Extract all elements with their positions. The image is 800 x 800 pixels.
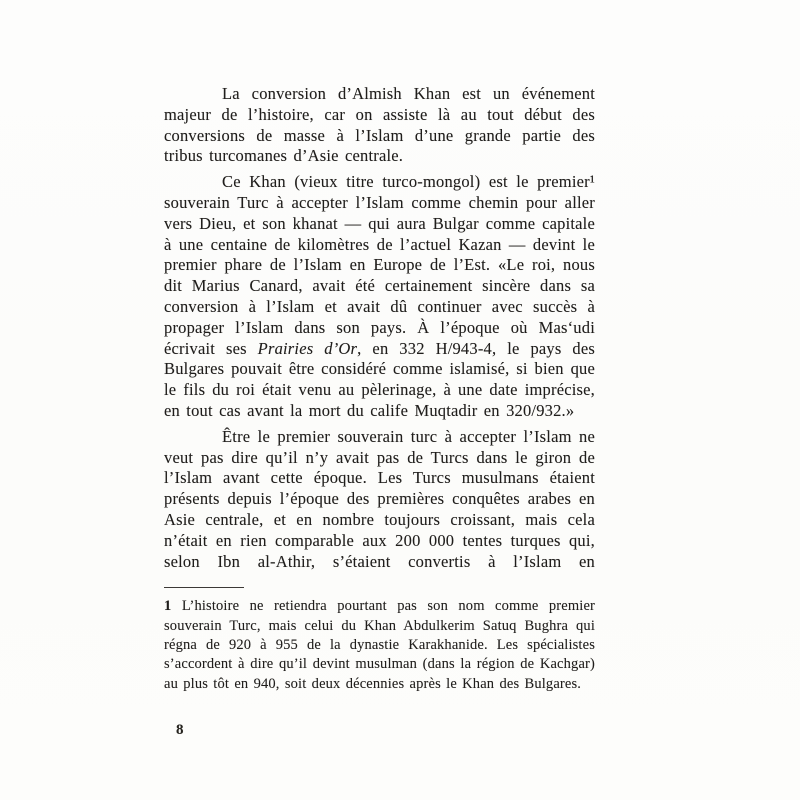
- footnote-separator-rule: [164, 587, 244, 588]
- page-body: [164, 84, 595, 694]
- paragraph-text: Être le premier souverain turc à accepter l’Islam ne veut pas dire qu’il n’y avait pas de Turcs dans le giron de l’Islam avant cette époque. Les Turcs musulmans étaient présents depuis l’époque des premières conquêtes arabes en Asie centrale, et en nombre toujours croissant, mais cela n’était en rien comparable aux 200 000 tentes turques qui, selon Ibn al-Athir, s’étaient convertis à l’Islam en: [164, 426, 595, 571]
- footnote-number: 1: [164, 598, 172, 615]
- paragraph-text: Ce Khan (vieux titre turco-mongol) est le premier¹ souverain Turc à accepter l’Islam comme chemin pour aller vers Dieu, et son khanat — qui aura Bulgar comme capitale à une centaine de kilomètres de l’actuel Kazan — devint le premier phare de l’Islam en Europe de l’Est. «Le roi, nous dit Marius Canard, avait été certainement sincère dans sa conversion à l’Islam et avait dû continuer avec succès à propager l’Islam dans son pays. À l’époque où Mas‘udi écrivait ses: [164, 172, 595, 358]
- footnote-body-text: L’histoire ne retiendra pourtant pas son nom comme premier souverain Turc, mais celui du Khan Abdulkerim Satuq Bughra qui régna de 920 à 955 de la dynastie Karakhanide. Les spécialistes s’accordent à dire qu’il devint musulman (dans la région de Kachgar) au plus tôt en 940, soit deux décennies après le Khan des Bulgares.: [164, 598, 596, 692]
- paragraph-conversion-almish: La conversion d’Almish Khan est un événement majeur de l’histoire, car on assiste là au tout début des conversions de masse à l’Islam d’une grande partie des tribus turcomanes d’Asie centrale.: [164, 84, 595, 166]
- page-number: 8: [176, 722, 184, 738]
- book-title-prairies-dor: Prairies d’Or: [257, 338, 358, 358]
- paragraph-ce-khan: [164, 172, 595, 422]
- footnote-section: [164, 587, 595, 693]
- paragraph-text: , en 332 H/943-4, le pays des Bulgares pouvait être considéré comme islamisé, si bien que le fils du roi était venu au pèlerinage, à une date imprécise, en tout cas avant la mort du calife Muqtadir en 320/932.»: [164, 338, 595, 420]
- footnote-text: [164, 597, 595, 693]
- paragraph-etre-premier: [164, 427, 595, 573]
